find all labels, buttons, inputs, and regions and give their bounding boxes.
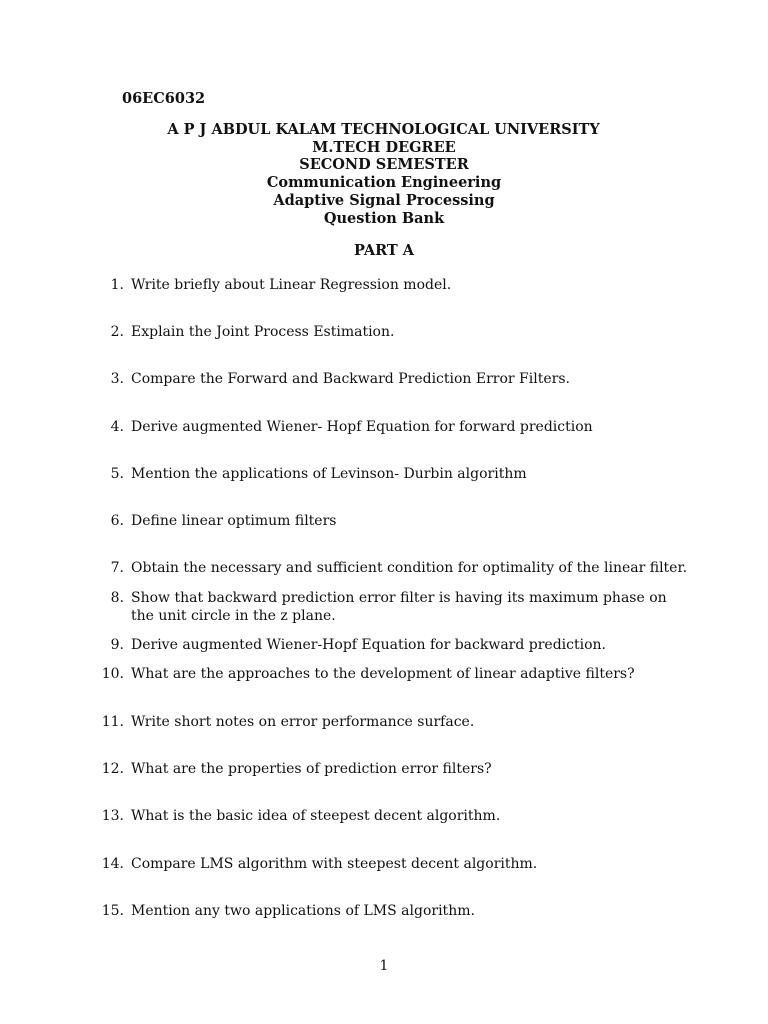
- question-number: 14.: [101, 856, 124, 872]
- question-number: 11.: [101, 714, 124, 730]
- question-number: 6.: [110, 513, 124, 529]
- question-number: 5.: [110, 466, 124, 482]
- section-heading: PART A: [354, 242, 414, 259]
- subject-line: Adaptive Signal Processing: [273, 191, 495, 209]
- question-number: 9.: [110, 637, 124, 653]
- question-number: 3.: [110, 371, 124, 387]
- document-header: [0, 121, 768, 227]
- university-name: A P J ABDUL KALAM TECHNOLOGICAL UNIVERSITY: [167, 121, 600, 138]
- question-text: Compare the Forward and Backward Prediction Error Filters.: [131, 371, 570, 387]
- question-text: Mention any two applications of LMS algorithm.: [131, 903, 475, 919]
- question-text: Derive augmented Wiener-Hopf Equation for backward prediction.: [131, 637, 606, 653]
- question-number: 13.: [101, 808, 124, 824]
- question-text: Compare LMS algorithm with steepest decent algorithm.: [131, 856, 538, 872]
- question-number: 12.: [101, 761, 124, 777]
- question-text: What is the basic idea of steepest decent algorithm.: [131, 808, 501, 824]
- question-number: 2.: [110, 324, 124, 340]
- question-text: Mention the applications of Levinson- Durbin algorithm: [131, 466, 527, 482]
- question-text: Define linear optimum filters: [131, 513, 337, 529]
- question-number: 4.: [110, 419, 124, 435]
- question-text: Write briefly about Linear Regression model.: [131, 277, 452, 293]
- doc-type-line: Question Bank: [323, 209, 445, 227]
- question-text: Explain the Joint Process Estimation.: [131, 324, 395, 340]
- course-code: 06EC6032: [122, 90, 206, 107]
- question-text: Derive augmented Wiener- Hopf Equation for forward prediction: [131, 419, 593, 435]
- question-text: Obtain the necessary and sufficient condition for optimality of the linear filter.: [131, 560, 688, 576]
- semester-line: SECOND SEMESTER: [299, 156, 469, 174]
- question-number: 7.: [110, 560, 124, 576]
- department-line: Communication Engineering: [266, 174, 502, 192]
- question-number: 1.: [110, 277, 124, 293]
- question-text: Write short notes on error performance surface.: [131, 714, 475, 730]
- page-number: 1: [379, 958, 389, 974]
- question-number: 8.: [110, 590, 124, 606]
- question-text: Show that backward prediction error filter is having its maximum phase on the unit circle in the z plane.: [131, 590, 667, 624]
- question-text: What are the properties of prediction error filters?: [131, 761, 492, 777]
- question-number: 10.: [101, 666, 124, 682]
- degree-line: M.TECH DEGREE: [312, 138, 456, 156]
- question-text: What are the approaches to the development of linear adaptive filters?: [131, 666, 635, 682]
- question-number: 15.: [101, 903, 124, 919]
